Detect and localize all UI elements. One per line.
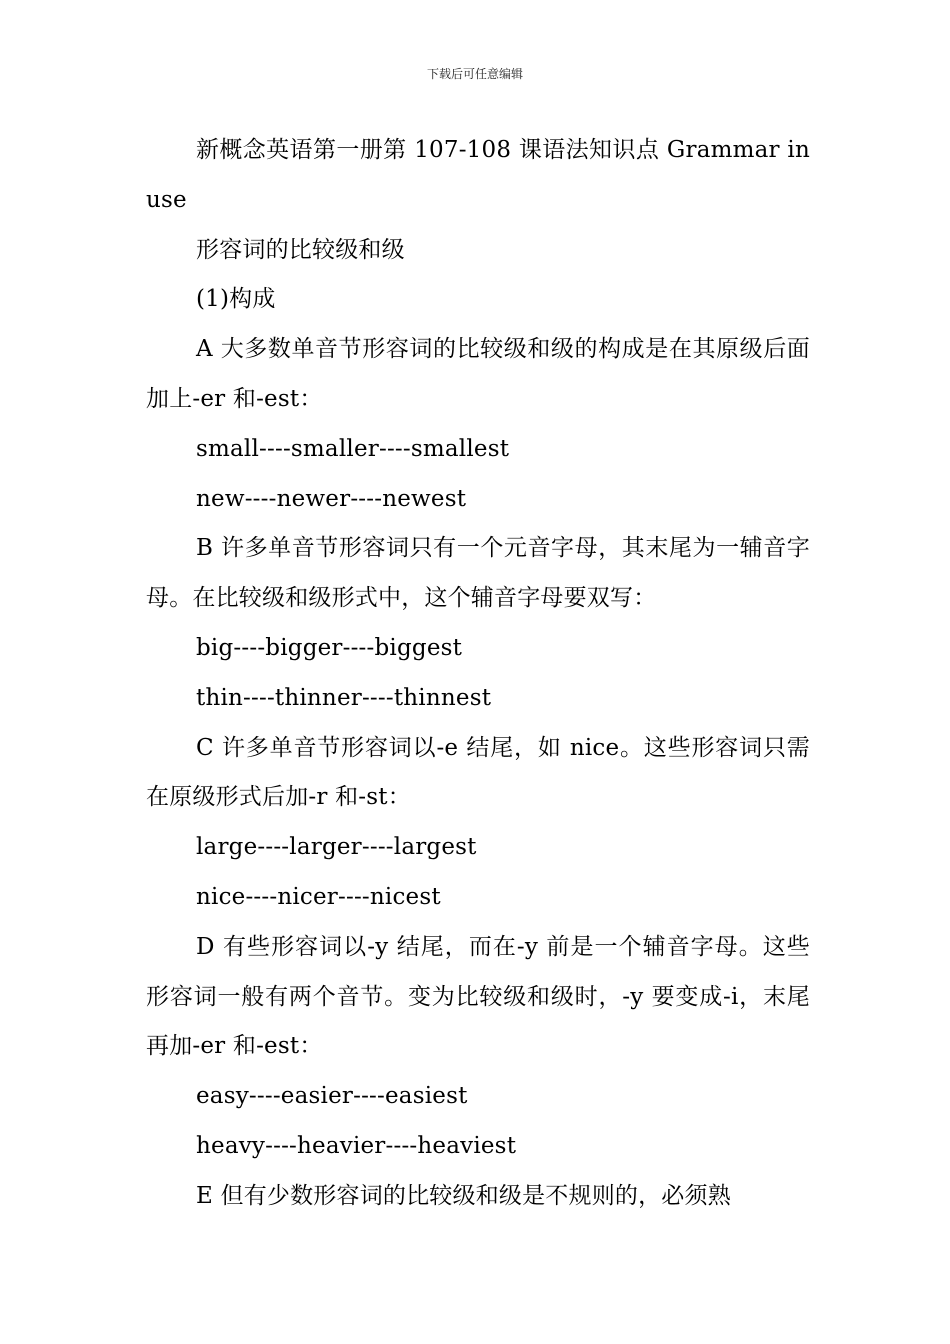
page-header-note: 下载后可任意编辑	[426, 67, 523, 81]
example-line: easy----easier----easiest	[196, 1083, 468, 1110]
example-line: heavy----heavier----heaviest	[196, 1132, 517, 1159]
example-line: new----newer----newest	[196, 485, 467, 512]
example-line: thin----thinner----thinnest	[196, 684, 492, 711]
example-line: nice----nicer----nicest	[196, 883, 441, 910]
example-line: small----smaller----smallest	[196, 435, 510, 462]
rule-b-paragraph: B 许多单音节形容词只有一个元音字母，其末尾为一辅音字母。在比较级和级形式中，这个辅音字母要双写：	[146, 535, 810, 612]
section-heading: 形容词的比较级和级	[196, 236, 405, 263]
example-line: big----bigger----biggest	[196, 634, 463, 661]
rule-e-paragraph: E 但有少数形容词的比较级和级是不规则的，必须熟	[196, 1182, 731, 1209]
subsection-heading: (1)构成	[196, 286, 276, 313]
document-title: 新概念英语第一册第 107-108 课语法知识点 Grammar in use	[146, 137, 810, 213]
rule-a-paragraph: A 大多数单音节形容词的比较级和级的构成是在其原级后面加上-er 和-est：	[146, 336, 810, 412]
rule-d-paragraph: D 有些形容词以-y 结尾，而在-y 前是一个辅音字母。这些形容词一般有两个音节。变为比较级和级时，-y 要变成-i，末尾再加-er 和-est：	[146, 933, 810, 1060]
rule-c-paragraph: C 许多单音节形容词以-e 结尾，如 nice。这些形容词只需在原级形式后加-r 和-st：	[146, 734, 810, 811]
document-body	[146, 126, 810, 1222]
example-line: large----larger----largest	[196, 834, 477, 861]
